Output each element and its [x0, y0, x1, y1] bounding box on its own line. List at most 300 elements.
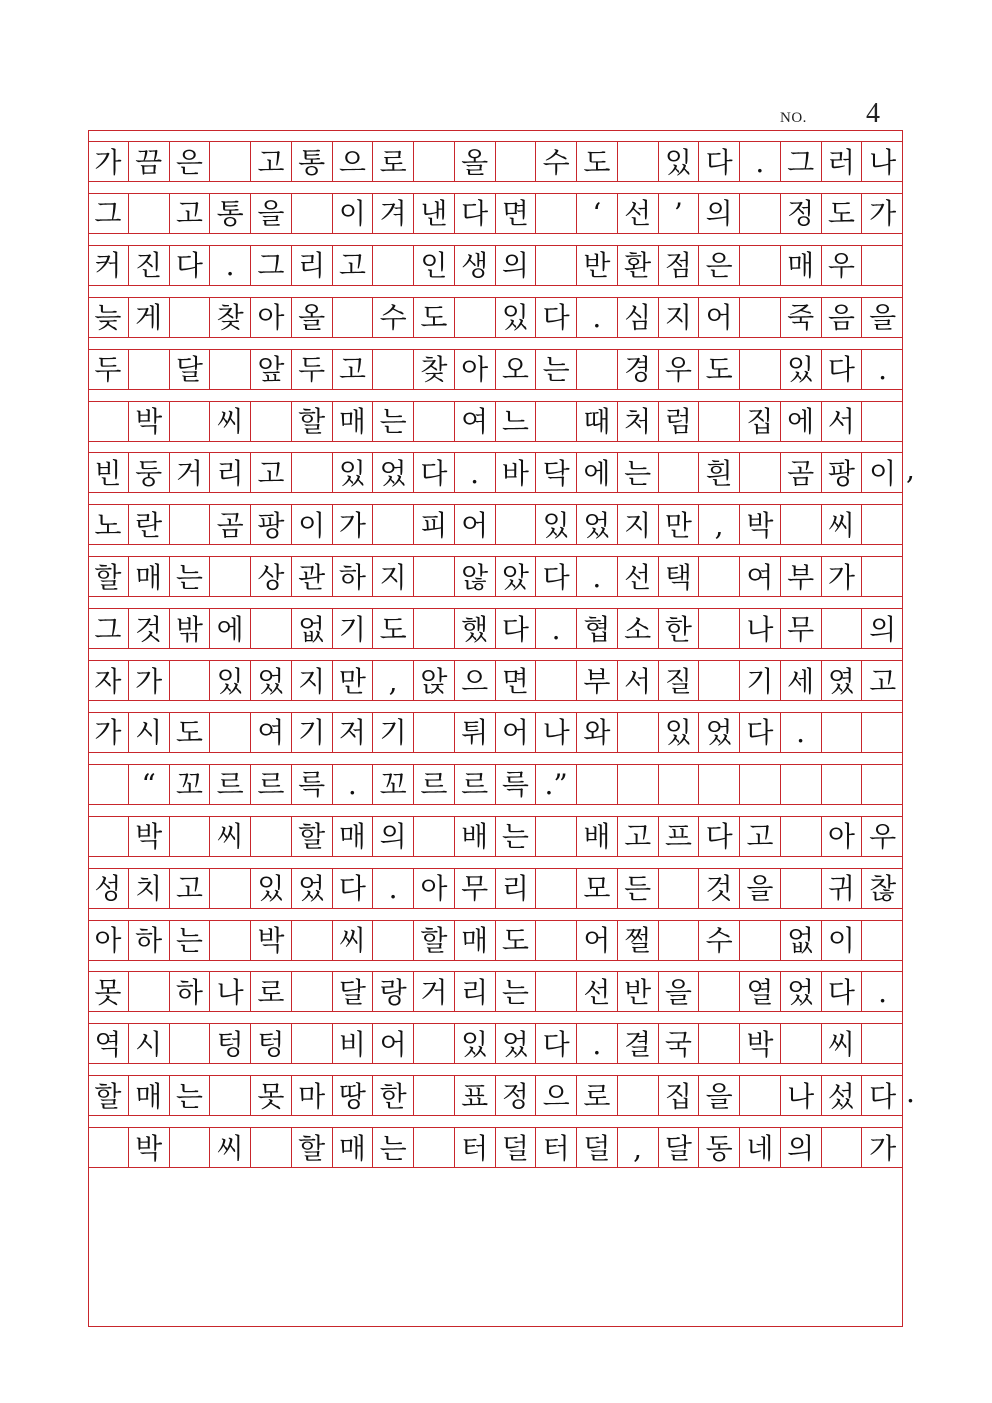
cell-character: 할 [298, 1131, 326, 1165]
cell-character: , [633, 1131, 643, 1165]
cell-character: . [592, 301, 602, 335]
manuscript-cell [699, 868, 740, 909]
cell-character: 고 [175, 872, 203, 906]
manuscript-cell [129, 608, 170, 649]
manuscript-cell [536, 920, 577, 961]
cell-character: 여 [746, 560, 774, 594]
cell-character: 다 [869, 1079, 897, 1113]
cell-character: 우 [869, 820, 897, 854]
cell-character: 나 [746, 612, 774, 646]
manuscript-cell [373, 556, 414, 597]
manuscript-cell [822, 193, 863, 234]
cell-character: 할 [94, 560, 122, 594]
manuscript-cell [781, 297, 822, 338]
manuscript-cell [699, 556, 740, 597]
manuscript-cell [536, 556, 577, 597]
cell-character: 에 [583, 456, 611, 490]
cell-character: 가 [94, 145, 122, 179]
manuscript-cell [862, 349, 903, 390]
manuscript-cell [333, 245, 374, 286]
manuscript-cell [699, 401, 740, 442]
cell-character: 결 [624, 1027, 652, 1061]
manuscript-cell [333, 349, 374, 390]
manuscript-cell [496, 1127, 537, 1168]
cell-character: 었 [705, 716, 733, 750]
manuscript-cell [536, 141, 577, 182]
manuscript-cell [88, 712, 129, 753]
manuscript-cell [292, 193, 333, 234]
manuscript-cell [251, 920, 292, 961]
cell-character: 정 [787, 197, 815, 231]
manuscript-cell [699, 297, 740, 338]
manuscript-cell [699, 504, 740, 545]
cell-character: 박 [746, 508, 774, 542]
cell-character: . [347, 768, 357, 802]
manuscript-cell [740, 816, 781, 857]
manuscript-cell [659, 868, 700, 909]
manuscript-cell [210, 193, 251, 234]
manuscript-cell [170, 1127, 211, 1168]
cell-character: 덜 [583, 1131, 611, 1165]
manuscript-cell [373, 712, 414, 753]
manuscript-cell [333, 297, 374, 338]
manuscript-cell [618, 816, 659, 857]
manuscript-cell [88, 1023, 129, 1064]
cell-character: 인 [420, 249, 448, 283]
manuscript-cell [129, 971, 170, 1012]
manuscript-cell [862, 1075, 903, 1116]
manuscript-cell [210, 764, 251, 805]
manuscript-cell [333, 504, 374, 545]
cell-character: 점 [664, 249, 692, 283]
manuscript-cell [862, 1127, 903, 1168]
cell-character: 못 [257, 1079, 285, 1113]
cell-character: 나 [542, 716, 570, 750]
manuscript-cell [292, 1127, 333, 1168]
manuscript-cell [88, 504, 129, 545]
manuscript-cell [170, 349, 211, 390]
cell-character: 무 [787, 612, 815, 646]
cell-character: 르 [216, 768, 244, 802]
cell-character: 택 [664, 560, 692, 594]
manuscript-cell [822, 504, 863, 545]
cell-character: 이 [827, 924, 855, 957]
manuscript-cell [822, 556, 863, 597]
manuscript-cell [822, 920, 863, 961]
manuscript-cell [251, 401, 292, 442]
manuscript-cell [536, 1075, 577, 1116]
manuscript-cell [129, 816, 170, 857]
cell-character: 귀 [827, 872, 855, 906]
manuscript-row [88, 452, 915, 493]
manuscript-cell [333, 1075, 374, 1116]
page-number-value: 4 [866, 98, 880, 129]
cell-character: 달 [175, 353, 203, 387]
manuscript-cell [251, 141, 292, 182]
cell-character: 어 [379, 1027, 407, 1061]
manuscript-cell [699, 1023, 740, 1064]
manuscript-cell [618, 1075, 659, 1116]
manuscript-row [88, 504, 903, 545]
cell-character: 지 [298, 664, 326, 698]
cell-character: 박 [135, 405, 163, 438]
manuscript-cell [699, 816, 740, 857]
manuscript-cell [414, 920, 455, 961]
cell-character: 달 [664, 1131, 692, 1165]
cell-character: 그 [94, 612, 122, 646]
cell-character: 여 [257, 716, 285, 750]
cell-character: 씨 [827, 508, 855, 542]
manuscript-cell [822, 401, 863, 442]
manuscript-cell [414, 971, 455, 1012]
manuscript-cell [88, 556, 129, 597]
manuscript-cell [822, 660, 863, 701]
cell-character: 있 [664, 716, 692, 750]
manuscript-cell [210, 349, 251, 390]
cell-character: 다 [705, 145, 733, 179]
manuscript-cell [496, 712, 537, 753]
cell-character: 었 [379, 456, 407, 490]
manuscript-cell [781, 608, 822, 649]
cell-character: 가 [869, 1131, 897, 1165]
manuscript-cell [577, 1023, 618, 1064]
cell-character: 박 [135, 1131, 163, 1165]
manuscript-cell [455, 452, 496, 493]
cell-character: 한 [379, 1079, 407, 1113]
cell-character: 씨 [216, 820, 244, 854]
manuscript-cell [781, 504, 822, 545]
manuscript-cell [577, 401, 618, 442]
cell-character: 하 [135, 924, 163, 957]
cell-character: 을 [869, 301, 897, 335]
manuscript-cell [373, 1127, 414, 1168]
cell-character: 죽 [787, 301, 815, 335]
overflow-punctuation: . [906, 1076, 915, 1110]
cell-character: 게 [135, 301, 163, 335]
manuscript-cell [88, 297, 129, 338]
cell-character: 는 [624, 456, 652, 490]
cell-character: 수 [542, 145, 570, 179]
manuscript-cell [170, 920, 211, 961]
cell-character: 매 [135, 1079, 163, 1113]
manuscript-cell [862, 660, 903, 701]
manuscript-cell [292, 816, 333, 857]
manuscript-cell [333, 660, 374, 701]
cell-character: 없 [787, 924, 815, 957]
cell-character: 매 [338, 405, 366, 438]
manuscript-cell [822, 349, 863, 390]
manuscript-cell [414, 816, 455, 857]
manuscript-cell [373, 193, 414, 234]
manuscript-cell [659, 297, 700, 338]
manuscript-cell [577, 504, 618, 545]
manuscript-cell [740, 193, 781, 234]
page-number [780, 98, 890, 130]
cell-character: 고 [257, 145, 285, 179]
manuscript-cell [129, 712, 170, 753]
cell-character: 고 [746, 820, 774, 854]
manuscript-cell [822, 452, 863, 493]
manuscript-cell [496, 868, 537, 909]
cell-character: 무 [461, 872, 489, 906]
manuscript-cell [455, 971, 496, 1012]
cell-character: 은 [175, 145, 203, 179]
manuscript-cell [88, 193, 129, 234]
manuscript-cell [781, 1023, 822, 1064]
cell-character: 도 [501, 924, 529, 957]
manuscript-cell [781, 920, 822, 961]
manuscript-cell [210, 712, 251, 753]
manuscript-cell [577, 816, 618, 857]
cell-character: 그 [787, 145, 815, 179]
cell-character: 은 [705, 249, 733, 283]
manuscript-cell [333, 920, 374, 961]
cell-character: 을 [257, 197, 285, 231]
cell-character: 다 [827, 353, 855, 387]
cell-character: 쩔 [624, 924, 652, 957]
manuscript-cell [373, 141, 414, 182]
cell-character: 다 [420, 456, 448, 490]
cell-character: 수 [379, 301, 407, 335]
cell-character: 는 [379, 405, 407, 438]
manuscript-cell [170, 504, 211, 545]
manuscript-cell [536, 1023, 577, 1064]
cell-character: 비 [338, 1027, 366, 1061]
cell-character: 부 [583, 664, 611, 698]
cell-character: 씨 [216, 405, 244, 438]
cell-character: 다 [705, 820, 733, 854]
manuscript-cell [577, 971, 618, 1012]
manuscript-cell [577, 349, 618, 390]
manuscript-cell [333, 141, 374, 182]
manuscript-cell [699, 141, 740, 182]
manuscript-cell [618, 193, 659, 234]
manuscript-row [88, 349, 903, 390]
manuscript-cell [251, 1023, 292, 1064]
cell-character: 앞 [257, 353, 285, 387]
cell-character: 소 [624, 612, 652, 646]
cell-character: 매 [135, 560, 163, 594]
manuscript-cell [862, 141, 903, 182]
cell-character: 곰 [787, 456, 815, 490]
manuscript-cell [414, 245, 455, 286]
manuscript-cell [292, 868, 333, 909]
manuscript-cell [210, 297, 251, 338]
manuscript-cell [577, 608, 618, 649]
manuscript-cell [699, 452, 740, 493]
cell-character: 이 [338, 197, 366, 231]
cell-character: 표 [461, 1079, 489, 1113]
manuscript-cell [333, 193, 374, 234]
manuscript-cell [455, 1127, 496, 1168]
cell-character: 는 [542, 353, 570, 387]
manuscript-cell [170, 816, 211, 857]
manuscript-cell [496, 660, 537, 701]
manuscript-cell [455, 608, 496, 649]
manuscript-cell [455, 660, 496, 701]
cell-character: 가 [135, 664, 163, 698]
manuscript-cell [822, 764, 863, 805]
manuscript-cell [414, 401, 455, 442]
manuscript-cell [333, 712, 374, 753]
manuscript-cell [618, 452, 659, 493]
cell-character: 프 [664, 820, 692, 854]
manuscript-cell [781, 452, 822, 493]
manuscript-cell [699, 1127, 740, 1168]
manuscript-cell [210, 660, 251, 701]
cell-character: ‘ [592, 197, 602, 231]
cell-character: 노 [94, 508, 122, 542]
cell-character: 지 [624, 508, 652, 542]
manuscript-cell [333, 868, 374, 909]
manuscript-cell [251, 712, 292, 753]
cell-character: 었 [787, 975, 815, 1009]
cell-character: 통 [298, 145, 326, 179]
manuscript-cell [292, 349, 333, 390]
manuscript-cell [781, 971, 822, 1012]
manuscript-cell [414, 297, 455, 338]
manuscript-cell [577, 245, 618, 286]
manuscript-cell [129, 401, 170, 442]
manuscript-cell [496, 401, 537, 442]
cell-character: . [388, 872, 398, 906]
manuscript-cell [373, 816, 414, 857]
cell-character: . [551, 612, 561, 646]
manuscript-cell [170, 141, 211, 182]
manuscript-cell [822, 1127, 863, 1168]
manuscript-cell [740, 349, 781, 390]
cell-character: 다 [501, 612, 529, 646]
manuscript-cell [496, 504, 537, 545]
manuscript-cell [618, 1127, 659, 1168]
cell-character: 올 [298, 301, 326, 335]
manuscript-cell [659, 245, 700, 286]
cell-character: 럼 [664, 405, 692, 438]
manuscript-cell [129, 1075, 170, 1116]
cell-character: 가 [869, 197, 897, 231]
cell-character: 빈 [94, 456, 122, 490]
manuscript-cell [88, 816, 129, 857]
cell-character: 있 [664, 145, 692, 179]
manuscript-cell [455, 764, 496, 805]
manuscript-cell [210, 608, 251, 649]
manuscript-cell [740, 764, 781, 805]
manuscript-cell [659, 1127, 700, 1168]
manuscript-cell [373, 764, 414, 805]
cell-character: 는 [175, 1079, 203, 1113]
manuscript-cell [333, 556, 374, 597]
cell-character: 도 [705, 353, 733, 387]
manuscript-cell [659, 452, 700, 493]
manuscript-cell [129, 245, 170, 286]
manuscript-cell [496, 141, 537, 182]
manuscript-cell [455, 712, 496, 753]
cell-character: 했 [461, 612, 489, 646]
manuscript-cell [455, 349, 496, 390]
manuscript-cell [618, 141, 659, 182]
manuscript-cell [740, 660, 781, 701]
manuscript-cell [373, 245, 414, 286]
cell-character: 팡 [257, 508, 285, 542]
cell-character: 도 [379, 612, 407, 646]
manuscript-cell [740, 401, 781, 442]
manuscript-cell [170, 712, 211, 753]
cell-character: 아 [827, 820, 855, 854]
manuscript-cell [414, 556, 455, 597]
manuscript-cell [496, 608, 537, 649]
manuscript-cell [251, 504, 292, 545]
cell-character: 에 [787, 405, 815, 438]
manuscript-cell [618, 660, 659, 701]
manuscript-cell [414, 868, 455, 909]
cell-character: 는 [175, 924, 203, 957]
cell-character: 르 [420, 768, 448, 802]
manuscript-row [88, 660, 903, 701]
cell-character: 질 [664, 664, 692, 698]
cell-character: 의 [869, 612, 897, 646]
cell-character: 수 [705, 924, 733, 957]
manuscript-cell [333, 1023, 374, 1064]
cell-character: 있 [461, 1027, 489, 1061]
cell-character: 심 [624, 301, 652, 335]
manuscript-cell [210, 452, 251, 493]
cell-character: 매 [338, 1131, 366, 1165]
manuscript-cell [781, 141, 822, 182]
manuscript-cell [373, 868, 414, 909]
manuscript-cell [455, 1023, 496, 1064]
manuscript-row [88, 712, 903, 753]
cell-character: 경 [624, 353, 652, 387]
cell-character: 있 [338, 456, 366, 490]
manuscript-cell [618, 608, 659, 649]
manuscript-cell [455, 920, 496, 961]
cell-character: 시 [135, 716, 163, 750]
cell-character: 다 [542, 301, 570, 335]
manuscript-cell [210, 556, 251, 597]
manuscript-cell [455, 556, 496, 597]
cell-character: 늦 [94, 301, 122, 335]
cell-character: 의 [705, 197, 733, 231]
cell-character: 아 [420, 872, 448, 906]
cell-character: 국 [664, 1027, 692, 1061]
cell-character: 고 [338, 249, 366, 283]
manuscript-cell [496, 920, 537, 961]
cell-character: 땅 [338, 1079, 366, 1113]
manuscript-cell [210, 868, 251, 909]
manuscript-cell [373, 920, 414, 961]
cell-character: 찾 [420, 353, 448, 387]
manuscript-cell [618, 556, 659, 597]
cell-character: 앉 [420, 664, 448, 698]
cell-character: 있 [542, 508, 570, 542]
manuscript-cell [292, 245, 333, 286]
cell-character: 가 [827, 560, 855, 594]
manuscript-cell [822, 816, 863, 857]
cell-character: 으 [542, 1079, 570, 1113]
manuscript-cell [659, 1023, 700, 1064]
manuscript-row [88, 245, 903, 286]
manuscript-cell [536, 660, 577, 701]
cell-character: 로 [583, 1079, 611, 1113]
cell-character: 다 [746, 716, 774, 750]
manuscript-cell [699, 712, 740, 753]
manuscript-cell [251, 1127, 292, 1168]
cell-character: 할 [298, 820, 326, 854]
cell-character: 찮 [869, 872, 897, 906]
cell-character: 끔 [135, 145, 163, 179]
manuscript-cell [496, 349, 537, 390]
manuscript-cell [659, 193, 700, 234]
